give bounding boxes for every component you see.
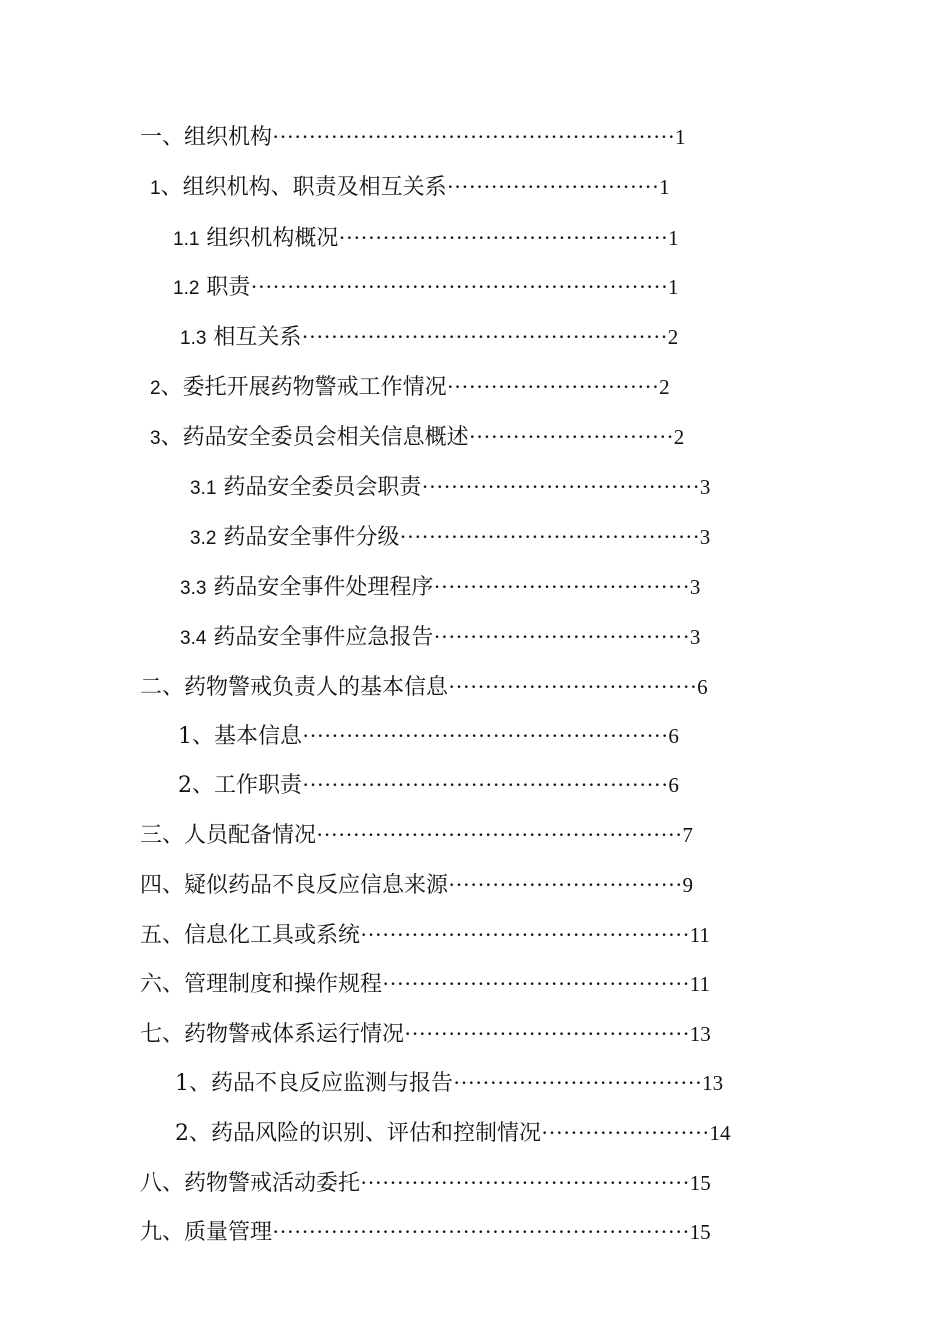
toc-page-number: 2 bbox=[667, 325, 679, 349]
toc-entry[interactable] bbox=[140, 1215, 770, 1249]
toc-number: 3 bbox=[150, 428, 161, 449]
toc-title: 、药品安全委员会相关信息概述 bbox=[160, 425, 469, 450]
toc-leader: ·········································· bbox=[382, 971, 690, 996]
toc-entry[interactable] bbox=[173, 270, 763, 304]
toc-entry[interactable] bbox=[175, 1066, 770, 1100]
toc-entry[interactable] bbox=[178, 719, 763, 753]
toc-entry[interactable] bbox=[150, 420, 770, 454]
toc-page-number: 11 bbox=[689, 923, 710, 947]
toc-title: 药品安全事件应急报告 bbox=[206, 625, 434, 650]
toc-page-number: 6 bbox=[697, 675, 708, 699]
toc-leader: ············································· bbox=[360, 1170, 690, 1195]
toc-leader: ··································· bbox=[433, 574, 690, 599]
toc-title: 九、质量管理 bbox=[140, 1220, 273, 1245]
toc-number: 1.1 bbox=[173, 229, 200, 250]
toc-page-number: 14 bbox=[709, 1121, 731, 1145]
toc-leader: ··································· bbox=[433, 624, 690, 649]
toc-leader: ············································· bbox=[338, 225, 669, 250]
toc-number: 1.2 bbox=[173, 278, 200, 299]
toc-entry[interactable] bbox=[140, 818, 760, 852]
toc-leader: ······································· bbox=[404, 1021, 690, 1046]
toc-title: 组织机构概况 bbox=[199, 226, 339, 251]
toc-leader: ························································· bbox=[272, 1219, 690, 1244]
toc-page-number: 13 bbox=[689, 1022, 711, 1046]
toc-entry[interactable] bbox=[140, 868, 760, 902]
toc-page-number: 9 bbox=[682, 873, 693, 897]
toc-title: 四、疑似药品不良反应信息来源 bbox=[140, 873, 449, 898]
toc-entry[interactable] bbox=[180, 620, 770, 654]
toc-title: 五、信息化工具或系统 bbox=[140, 923, 361, 948]
toc-entry[interactable] bbox=[140, 918, 770, 952]
toc-title: 、委托开展药物警戒工作情况 bbox=[160, 375, 447, 400]
toc-entry[interactable] bbox=[178, 768, 763, 802]
toc-leader: ·················································· bbox=[302, 772, 669, 797]
toc-number: 3.2 bbox=[190, 528, 217, 549]
toc-page-number: 2 bbox=[673, 425, 685, 449]
toc-title: 六、管理制度和操作规程 bbox=[140, 972, 383, 997]
toc-title: 七、药物警戒体系运行情况 bbox=[140, 1022, 405, 1047]
toc-leader: ························································· bbox=[250, 274, 669, 299]
toc-title: 2、药品风险的识别、评估和控制情况 bbox=[175, 1121, 541, 1146]
toc-page-number: 1 bbox=[674, 125, 686, 149]
toc-leader: ······································ bbox=[421, 474, 700, 499]
toc-page-number: 6 bbox=[668, 773, 679, 797]
toc-leader: ·················································· bbox=[302, 723, 669, 748]
toc-entry[interactable] bbox=[140, 1166, 770, 1200]
toc-leader: ·················································· bbox=[316, 822, 683, 847]
toc-number: 1 bbox=[150, 178, 161, 199]
toc-entry[interactable] bbox=[140, 1017, 770, 1051]
toc-page-number: 15 bbox=[689, 1171, 711, 1195]
toc-entry[interactable] bbox=[180, 570, 770, 604]
toc-entry[interactable] bbox=[180, 320, 770, 354]
toc-entry[interactable] bbox=[190, 470, 760, 504]
toc-page-number: 6 bbox=[668, 724, 679, 748]
toc-entry[interactable] bbox=[150, 370, 770, 404]
toc-leader: ·································· bbox=[448, 674, 698, 699]
toc-entry[interactable] bbox=[190, 520, 760, 554]
toc-leader: ······················· bbox=[541, 1120, 710, 1145]
toc-leader: ······················································· bbox=[272, 124, 675, 149]
toc-leader: ································ bbox=[448, 872, 683, 897]
toc-entry[interactable] bbox=[140, 120, 760, 154]
toc-number: 2 bbox=[150, 378, 161, 399]
toc-title: 药品安全事件处理程序 bbox=[206, 575, 434, 600]
toc-page-number: 3 bbox=[699, 475, 711, 499]
toc-title: 职责 bbox=[199, 275, 251, 300]
toc-number: 3.4 bbox=[180, 628, 207, 649]
toc-page-number: 7 bbox=[682, 823, 693, 847]
toc-title: 相互关系 bbox=[206, 325, 302, 350]
toc-entry[interactable] bbox=[175, 1116, 770, 1150]
toc-page-number: 1 bbox=[668, 226, 679, 250]
toc-leader: ···························· bbox=[468, 424, 674, 449]
toc-leader: ·································· bbox=[453, 1070, 703, 1095]
toc-leader: ········································· bbox=[399, 524, 700, 549]
toc-entry[interactable] bbox=[140, 967, 770, 1001]
toc-leader: ····························· bbox=[446, 174, 660, 199]
toc-number: 3.1 bbox=[190, 478, 217, 499]
toc-page-number: 13 bbox=[702, 1071, 724, 1095]
toc-title: 三、人员配备情况 bbox=[140, 823, 317, 848]
toc-title: 、组织机构、职责及相互关系 bbox=[160, 175, 447, 200]
toc-page-number: 1 bbox=[668, 275, 679, 299]
toc-page-number: 2 bbox=[659, 375, 670, 399]
toc-page-number: 1 bbox=[659, 175, 670, 199]
toc-title: 1、基本信息 bbox=[178, 724, 302, 749]
toc-number: 1.3 bbox=[180, 328, 207, 349]
toc-title: 二、药物警戒负责人的基本信息 bbox=[140, 675, 449, 700]
toc-title: 2、工作职责 bbox=[178, 773, 302, 798]
toc-page-number: 15 bbox=[689, 1220, 711, 1244]
toc-entry[interactable] bbox=[150, 170, 760, 204]
toc-title: 八、药物警戒活动委托 bbox=[140, 1171, 361, 1196]
toc-page-number: 11 bbox=[689, 972, 710, 996]
toc-entry[interactable] bbox=[140, 670, 760, 704]
toc-page-number: 3 bbox=[699, 525, 711, 549]
toc-page-number: 3 bbox=[689, 625, 701, 649]
toc-leader: ············································· bbox=[360, 922, 690, 947]
toc-leader: ·················································· bbox=[301, 324, 668, 349]
toc-entry[interactable] bbox=[173, 221, 773, 255]
toc-number: 3.3 bbox=[180, 578, 207, 599]
toc-page-number: 3 bbox=[689, 575, 701, 599]
toc-title: 药品安全事件分级 bbox=[216, 525, 400, 550]
toc-title: 1、药品不良反应监测与报告 bbox=[175, 1071, 453, 1096]
toc-title: 一、组织机构 bbox=[140, 125, 273, 150]
toc-title: 药品安全委员会职责 bbox=[216, 475, 422, 500]
toc-leader: ····························· bbox=[446, 374, 660, 399]
